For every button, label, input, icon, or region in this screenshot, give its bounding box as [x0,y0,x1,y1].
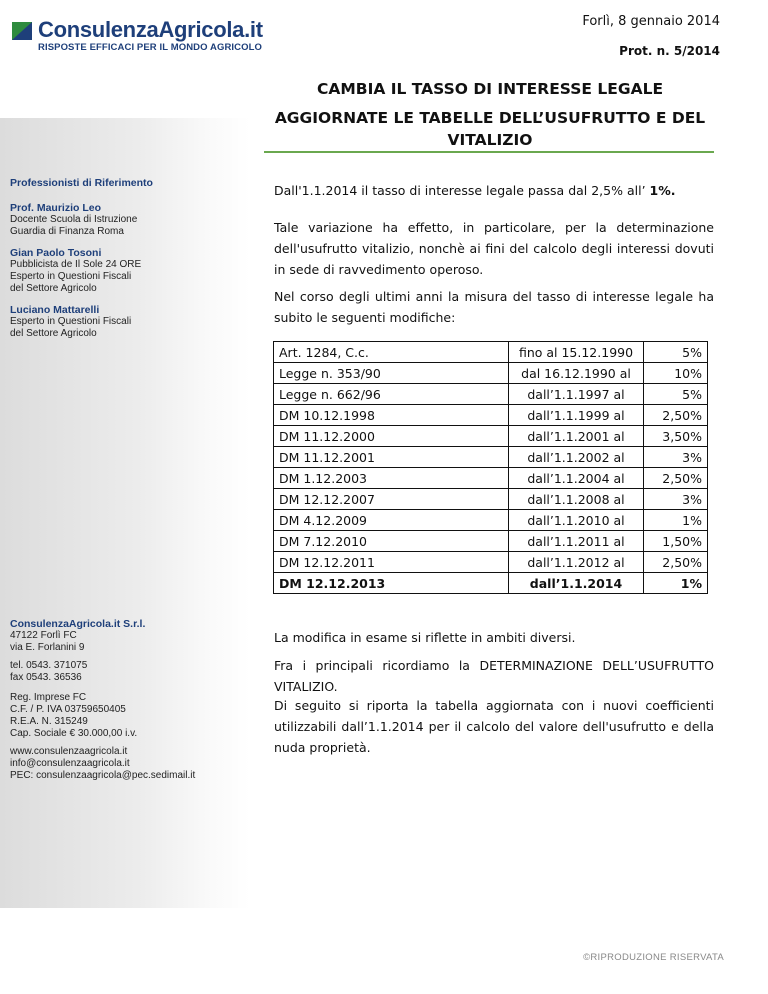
norm-cell: DM 10.12.1998 [274,405,509,426]
professional-role: Pubblicista de Il Sole 24 ORE [10,259,142,270]
period-cell: dall’1.1.1999 al [509,405,644,426]
document-title [266,78,714,151]
registry-line: Reg. Imprese FC [10,692,87,703]
norm-cell: DM 1.12.2003 [274,468,509,489]
registry-line: R.E.A. N. 315249 [10,716,88,727]
norm-cell: DM 11.12.2001 [274,447,509,468]
document-date: Forlì, 8 gennaio 2014 [582,14,720,29]
table-row [274,447,708,468]
professional-role: del Settore Agricolo [10,328,97,339]
registry-line: C.F. / P. IVA 03759650405 [10,704,126,715]
norm-cell: DM 4.12.2009 [274,510,509,531]
period-cell: dal 16.12.1990 al [509,363,644,384]
interest-rates-table [273,341,708,594]
website-link[interactable]: www.consulenzaagricola.it [10,746,128,757]
paragraph-intro [274,180,714,201]
rate-cell: 5% [644,384,708,405]
logo-title: ConsulenzaAgricola.it [38,17,263,42]
period-cell: dall’1.1.2001 al [509,426,644,447]
norm-cell: Legge n. 353/90 [274,363,509,384]
rate-cell: 1% [644,573,708,594]
rate-cell: 3% [644,489,708,510]
norm-cell: Legge n. 662/96 [274,384,509,405]
table-row [274,489,708,510]
rate-cell: 3,50% [644,426,708,447]
norm-cell: DM 7.12.2010 [274,531,509,552]
company-address: 47122 Forlì FC [10,630,77,641]
period-cell: dall’1.1.1997 al [509,384,644,405]
rate-cell: 1% [644,510,708,531]
company-web [10,746,195,782]
norm-cell: Art. 1284, C.c. [274,342,509,363]
professional-role: Docente Scuola di Istruzione [10,214,138,225]
table-row [274,531,708,552]
professional-name: Prof. Maurizio Leo [10,202,102,214]
paragraph-effect: Tale variazione ha effetto, in particolare, per la determinazione dell'usufrutto vitalizio, nonchè ai fini del calcolo degli interessi dovuti in sede di ravvedimento operoso. [274,220,714,277]
period-cell: dall’1.1.2014 [509,573,644,594]
fax-number: fax 0543. 36536 [10,672,82,683]
table-row [274,342,708,363]
professional-role: Guardia di Finanza Roma [10,226,124,237]
rate-cell: 5% [644,342,708,363]
rate-cell: 1,50% [644,531,708,552]
pec-email-link[interactable]: PEC: consulenzaagricola@pec.sedimail.it [10,770,196,781]
logo-icon [12,22,32,40]
norm-cell: DM 12.12.2013 [274,573,509,594]
rate-cell: 2,50% [644,405,708,426]
sidebar-section-title: Professionisti di Riferimento [10,177,153,189]
table-row [274,552,708,573]
email-link[interactable]: info@consulenzaagricola.it [10,758,130,769]
company-phones [10,660,87,684]
title-line-1: CAMBIA IL TASSO DI INTERESSE LEGALE [316,80,664,98]
period-cell: dall’1.1.2002 al [509,447,644,468]
period-cell: dall’1.1.2011 al [509,531,644,552]
professional-role: del Settore Agricolo [10,283,97,294]
period-cell: fino al 15.12.1990 [509,342,644,363]
rate-cell: 2,50% [644,552,708,573]
company-info [10,618,145,654]
period-cell: dall’1.1.2004 al [509,468,644,489]
new-rate-highlight: 1%. [649,183,676,198]
company-address: via E. Forlanini 9 [10,642,85,653]
company-registry [10,692,137,740]
registry-line: Cap. Sociale € 30.000,00 i.v. [10,728,138,739]
rate-cell: 2,50% [644,468,708,489]
table-row [274,510,708,531]
period-cell: dall’1.1.2012 al [509,552,644,573]
period-cell: dall’1.1.2010 al [509,510,644,531]
logo-tagline: RISPOSTE EFFICACI PER IL MONDO AGRICOLO [38,42,262,53]
professional-name: Gian Paolo Tosoni [10,247,102,259]
norm-cell: DM 12.12.2007 [274,489,509,510]
professional-tosoni [10,247,141,295]
professional-mattarelli [10,304,131,340]
professional-leo [10,202,137,238]
protocol-number: Prot. n. 5/2014 [619,44,720,58]
paragraph-text: Dall'1.1.2014 il tasso di interesse legale passa dal 2,5% all’ [274,183,650,198]
table-row [274,573,708,594]
rate-cell: 10% [644,363,708,384]
period-cell: dall’1.1.2008 al [509,489,644,510]
company-name: ConsulenzaAgricola.it S.r.l. [10,618,146,630]
paragraph-history: Nel corso degli ultimi anni la misura del tasso di interesse legale ha subito le seguenti modifiche: [274,289,714,325]
rate-cell: 3% [644,447,708,468]
professional-role: Esperto in Questioni Fiscali [10,316,132,327]
table-row [274,363,708,384]
professional-name: Luciano Mattarelli [10,304,100,316]
title-divider [264,151,714,153]
paragraph-coefficients: Di seguito si riporta la tabella aggiornata con i nuovi coefficienti utilizzabili dall’1.1.2014 per il calcolo del valore dell'usufrutto e della nuda proprietà. [274,698,714,755]
table-row [274,384,708,405]
table-row [274,405,708,426]
phone-number[interactable]: tel. 0543. 371075 [10,660,88,671]
paragraph-scope: La modifica in esame si riflette in ambiti diversi. [274,630,576,645]
paragraph-usufruct: Fra i principali ricordiamo la DETERMINAZIONE DELL’USUFRUTTO VITALIZIO. [274,658,714,694]
norm-cell: DM 11.12.2000 [274,426,509,447]
table-row [274,468,708,489]
table-row [274,426,708,447]
norm-cell: DM 12.12.2011 [274,552,509,573]
professional-role: Esperto in Questioni Fiscali [10,271,132,282]
copyright-notice: ©RIPRODUZIONE RISERVATA [583,952,724,963]
title-line-2: AGGIORNATE LE TABELLE DELL’USUFRUTTO E DEL VITALIZIO [274,109,706,149]
